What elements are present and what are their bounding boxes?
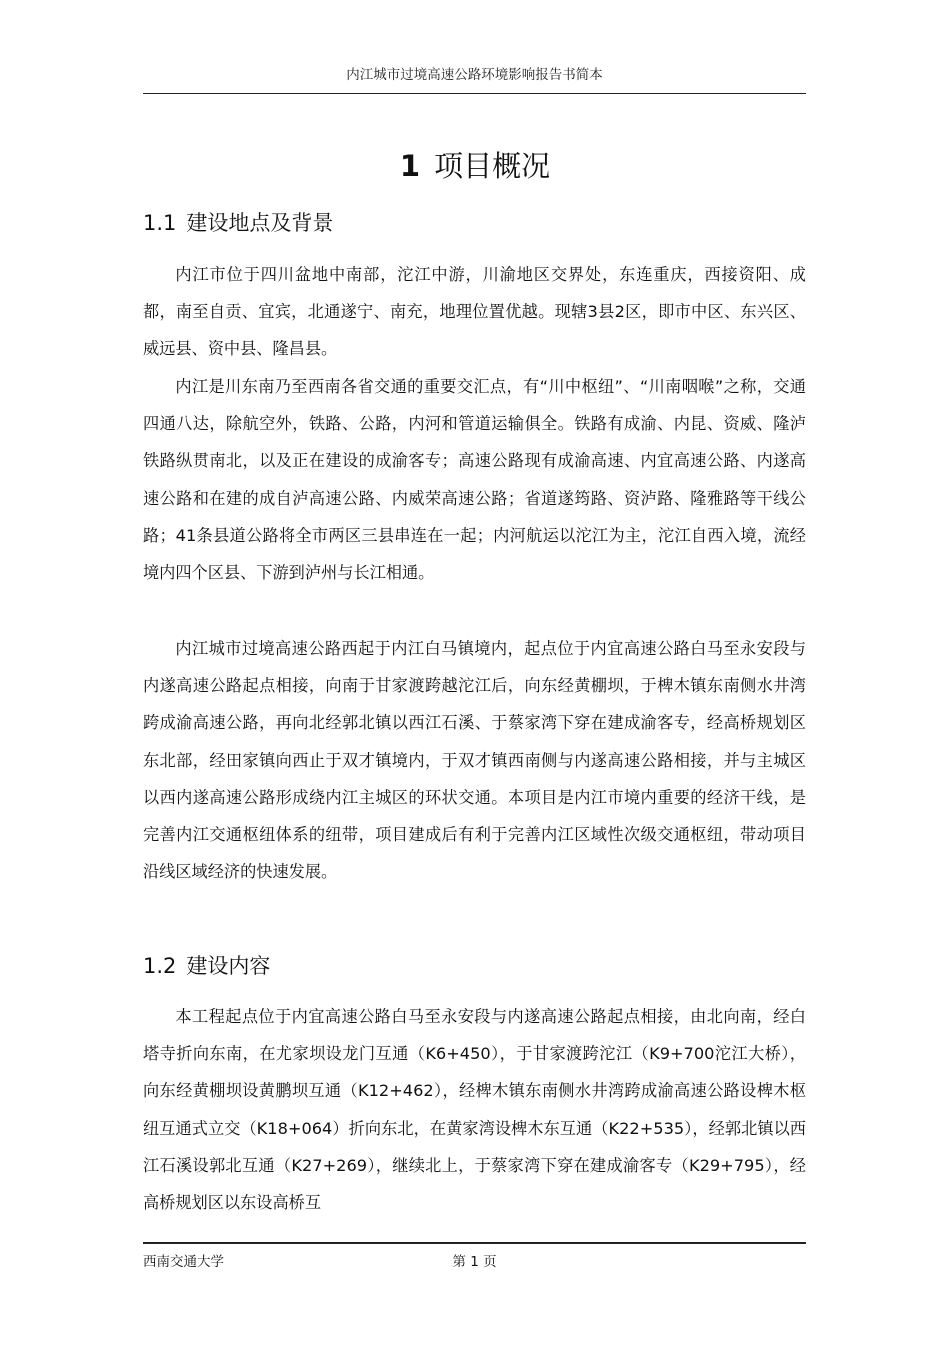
section-number: 1.2	[143, 954, 177, 978]
chapter-title-text: 项目概况	[434, 149, 551, 183]
page-header	[143, 62, 806, 94]
header-title: 内江城市过境高速公路环境影响报告书简本	[346, 67, 603, 83]
page-footer	[143, 1242, 806, 1276]
body-paragraph: 内江城市过境高速公路西起于内江白马镇境内，起点位于内宜高速公路白马至永安段与内遂高速公路起点相接，向南于甘家渡跨越沱江后，向东经黄棚坝，于椑木镇东南侧水井湾跨成渝高速公路，再向北经郭北镇以西江石溪、于蔡家湾下穿在建成渝客专，经高桥规划区东北部，经田家镇向西止于双才镇境内，于双才镇西南侧与内遂高速公路相接，并与主城区以西内遂高速公路形成绕内江主城区的环状交通。本项目是内江市境内重要的经济干线，是完善内江交通枢纽体系的纽带，项目建成后有利于完善内江区域性次级交通枢纽，带动项目沿线区域经济的快速发展。	[143, 639, 806, 882]
footer-institution: 西南交通大学	[143, 1254, 224, 1270]
footer-page-number: 第 1 页	[452, 1254, 497, 1270]
body-paragraph: 本工程起点位于内宜高速公路白马至永安段与内遂高速公路起点相接，由北向南，经白塔寺折向东南，在尤家坝设龙门互通（K6+450），于甘家渡跨沱江（K9+700沱江大桥），向东经黄棚坝设黄鹏坝互通（K12+462），经椑木镇东南侧水井湾跨成渝高速公路设椑木枢纽互通式立交（K18+064）折向东北，在黄家湾设椑木东互通（K22+535），经郭北镇以西江石溪设郭北互通（K27+269），继续北上，于蔡家湾下穿在建成渝客专（K29+795），经高桥规划区以东设高桥互	[143, 1007, 806, 1213]
chapter-number: 1	[399, 149, 421, 183]
section-heading-1-2	[143, 948, 806, 984]
chapter-title	[0, 142, 950, 190]
body-paragraph: 内江是川东南乃至西南各省交通的重要交汇点，有“川中枢纽”、“川南咽喉”之称，交通四通八达，除航空外，铁路、公路，内河和管道运输俱全。铁路有成渝、内昆、资威、隆泸铁路纵贯南北，以及正在建设的成渝客专；高速公路现有成渝高速、内宜高速公路、内遂高速公路和在建的成自泸高速公路、内威荣高速公路；省道遂筠路、资泸路、隆雅路等干线公路；41条县道公路将全市两区三县串连在一起；内河航运以沱江为主，沱江自西入境，流经境内四个区县、下游到泸州与长江相通。	[143, 377, 806, 583]
section-title-text: 建设内容	[186, 954, 271, 978]
section-number: 1.1	[143, 211, 177, 235]
body-paragraph: 内江市位于四川盆地中南部，沱江中游，川渝地区交界处，东连重庆，西接资阳、成都，南至自贡、宜宾，北通遂宁、南充，地理位置优越。现辖3县2区，即市中区、东兴区、威远县、资中县、隆昌县。	[143, 265, 806, 359]
section-title-text: 建设地点及背景	[186, 211, 334, 235]
section-heading-1-1	[143, 205, 806, 241]
